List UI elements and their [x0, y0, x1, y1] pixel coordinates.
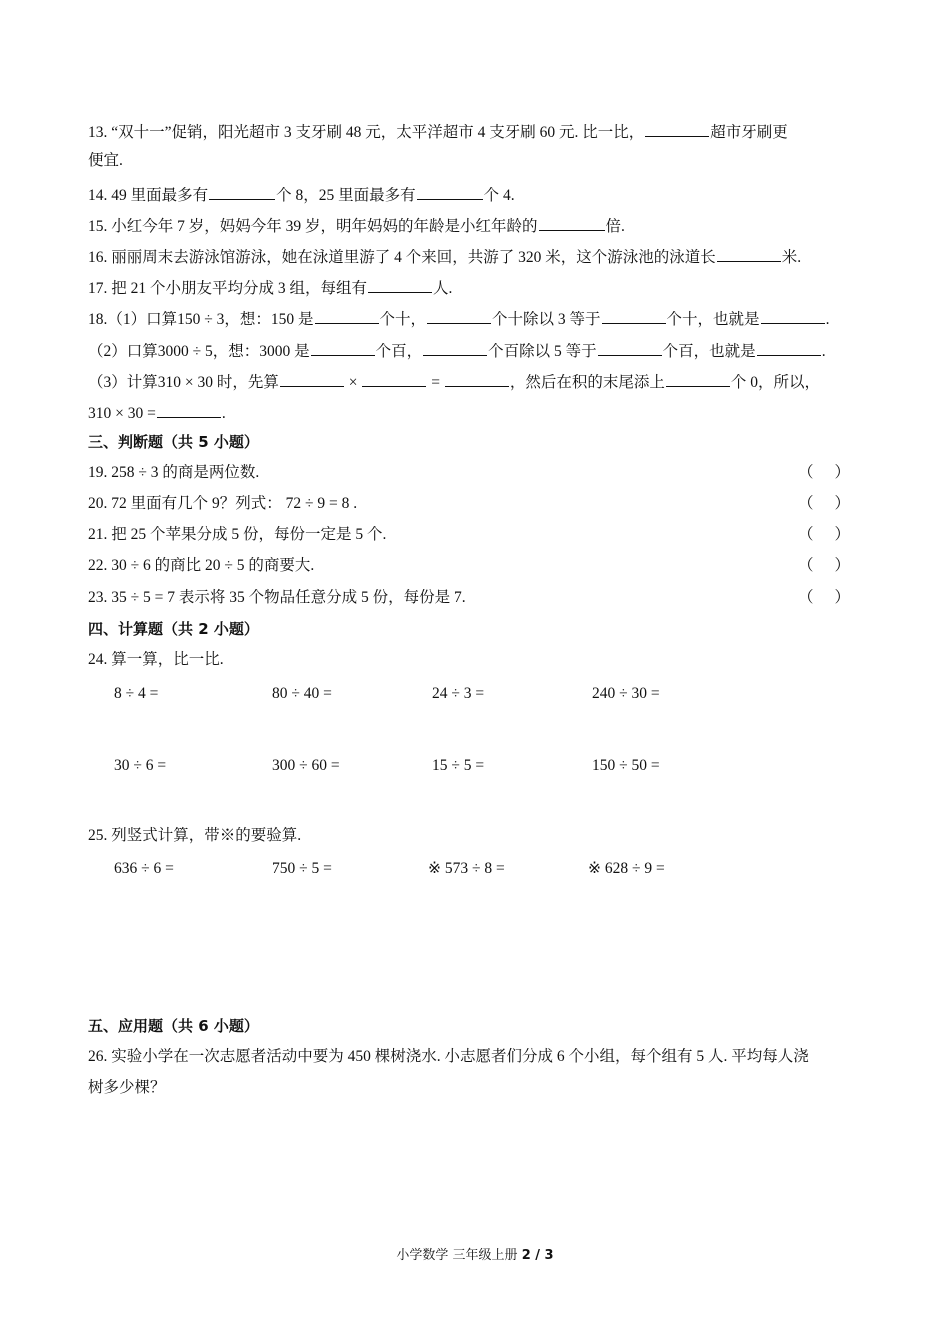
question-19: 19. 258 ÷ 3 的商是两位数.: [88, 464, 260, 481]
calc-item: 8 ÷ 4 =: [114, 685, 159, 702]
answer-blank[interactable]: [311, 339, 375, 356]
q18-text: 18.（1）口算150 ÷ 3，想：150 是: [88, 311, 314, 328]
answer-blank[interactable]: [427, 307, 491, 324]
question-13-line2: 便宜.: [88, 152, 123, 169]
q18-text: 个 0，所以，: [730, 374, 821, 391]
calc-item: 300 ÷ 60 =: [272, 757, 340, 774]
answer-blank[interactable]: [717, 245, 781, 262]
answer-blank[interactable]: [666, 370, 730, 387]
answer-blank[interactable]: [539, 214, 605, 231]
q13-text-end: 超市牙刷更: [710, 124, 788, 141]
paren-right: ）: [834, 589, 850, 606]
q13-text: 13. “双十一”促销，阳光超市 3 支牙刷 48 元，太平洋超市 4 支牙刷 60 元. 比一比，: [88, 124, 645, 141]
q17-text-b: 人.: [433, 280, 453, 297]
question-18-part2: [88, 339, 826, 362]
calc-item: 636 ÷ 6 =: [114, 860, 174, 877]
q18-text: 310 × 30 =: [88, 405, 156, 422]
calc-item: 240 ÷ 30 =: [592, 685, 660, 702]
section-heading-application: 五、应用题（共 6 小题）: [88, 1017, 259, 1035]
question-17: [88, 276, 452, 299]
question-26: 26. 实验小学在一次志愿者活动中要为 450 棵树浇水. 小志愿者们分成 6 个小组，每个组有 5 人. 平均每人浇: [88, 1048, 809, 1065]
q18-text: （2）口算3000 ÷ 5，想：3000 是: [88, 343, 310, 360]
paren-left: （: [798, 464, 814, 481]
q14-text-b: 个 8，25 里面最多有: [276, 187, 416, 204]
question-23: 23. 35 ÷ 5 = 7 表示将 35 个物品任意分成 5 份，每份是 7.: [88, 589, 466, 606]
paren-right: ）: [834, 464, 850, 481]
answer-blank[interactable]: [362, 370, 426, 387]
question-13: [88, 120, 788, 143]
equals-sign: =: [431, 374, 440, 391]
section-heading-calculation: 四、计算题（共 2 小题）: [88, 620, 259, 638]
question-16: [88, 245, 801, 268]
q18-text: .: [221, 405, 226, 422]
question-18-part1: [88, 307, 829, 330]
answer-blank[interactable]: [757, 339, 821, 356]
answer-blank[interactable]: [598, 339, 662, 356]
answer-parentheses[interactable]: [798, 525, 850, 545]
question-22: 22. 30 ÷ 6 的商比 20 ÷ 5 的商要大.: [88, 557, 315, 574]
question-24-title: 24. 算一算，比一比.: [88, 651, 224, 668]
q17-text-a: 17. 把 21 个小朋友平均分成 3 组，每组有: [88, 280, 368, 297]
answer-blank[interactable]: [368, 276, 432, 293]
calc-item: 24 ÷ 3 =: [432, 685, 485, 702]
calc-item: 80 ÷ 40 =: [272, 685, 332, 702]
q18-text: 个十，也就是: [666, 311, 760, 328]
question-18-part3: [88, 370, 820, 393]
answer-parentheses[interactable]: [798, 556, 850, 576]
q18-text: （3）计算310 × 30 时，先算: [88, 374, 279, 391]
q18-text: 个百，: [375, 343, 423, 360]
question-14: [88, 183, 515, 206]
question-18-part3-line2: [88, 401, 226, 424]
paren-right: ）: [834, 495, 850, 512]
answer-blank[interactable]: [209, 183, 275, 200]
question-20: 20. 72 里面有几个 9？列式： 72 ÷ 9 = 8 .: [88, 495, 358, 512]
times-sign: ×: [348, 374, 358, 391]
paren-left: （: [798, 495, 814, 512]
answer-blank[interactable]: [423, 339, 487, 356]
paren-right: ）: [834, 557, 850, 574]
question-21: 21. 把 25 个苹果分成 5 份，每份一定是 5 个.: [88, 526, 387, 543]
footer-label: 小学数学 三年级上册: [396, 1248, 518, 1263]
paren-left: （: [798, 589, 814, 606]
calc-item: ※ 573 ÷ 8 =: [428, 860, 505, 877]
answer-blank[interactable]: [157, 401, 221, 418]
q18-text: ，然后在积的末尾添上: [509, 374, 665, 391]
paren-left: （: [798, 526, 814, 543]
q18-text: 个十，: [379, 311, 427, 328]
calc-item: 15 ÷ 5 =: [432, 757, 485, 774]
question-26-line2: 树多少棵？: [88, 1079, 166, 1096]
calc-item: ※ 628 ÷ 9 =: [588, 860, 665, 877]
paren-left: （: [798, 557, 814, 574]
paren-right: ）: [834, 526, 850, 543]
q18-text: 个百，也就是: [662, 343, 756, 360]
q18-text: 个百除以 5 等于: [488, 343, 597, 360]
q18-text: .: [821, 343, 826, 360]
section-heading-judgement: 三、判断题（共 5 小题）: [88, 433, 259, 451]
q18-text: .: [825, 311, 830, 328]
answer-blank[interactable]: [315, 307, 379, 324]
question-25-title: 25. 列竖式计算，带※的要验算.: [88, 827, 302, 844]
question-15: [88, 214, 625, 237]
q14-text-a: 14. 49 里面最多有: [88, 187, 209, 204]
answer-blank[interactable]: [280, 370, 344, 387]
answer-blank[interactable]: [645, 120, 709, 137]
page-number: 2 / 3: [521, 1248, 554, 1263]
q15-text-b: 倍.: [605, 218, 625, 235]
answer-parentheses[interactable]: [798, 588, 850, 608]
answer-blank[interactable]: [417, 183, 483, 200]
answer-blank[interactable]: [445, 370, 509, 387]
q15-text-a: 15. 小红今年 7 岁，妈妈今年 39 岁，明年妈妈的年龄是小红年龄的: [88, 218, 538, 235]
calc-item: 150 ÷ 50 =: [592, 757, 660, 774]
calc-item: 750 ÷ 5 =: [272, 860, 332, 877]
answer-parentheses[interactable]: [798, 494, 850, 514]
q14-text-c: 个 4.: [483, 187, 515, 204]
answer-blank[interactable]: [602, 307, 666, 324]
page-footer: [0, 1244, 950, 1263]
answer-blank[interactable]: [761, 307, 825, 324]
answer-parentheses[interactable]: [798, 463, 850, 483]
calc-item: 30 ÷ 6 =: [114, 757, 167, 774]
q16-text-a: 16. 丽丽周末去游泳馆游泳，她在泳道里游了 4 个来回，共游了 320 米，这个游泳池的泳道长: [88, 249, 716, 266]
q16-text-b: 米.: [781, 249, 802, 266]
q18-text: 个十除以 3 等于: [492, 311, 601, 328]
